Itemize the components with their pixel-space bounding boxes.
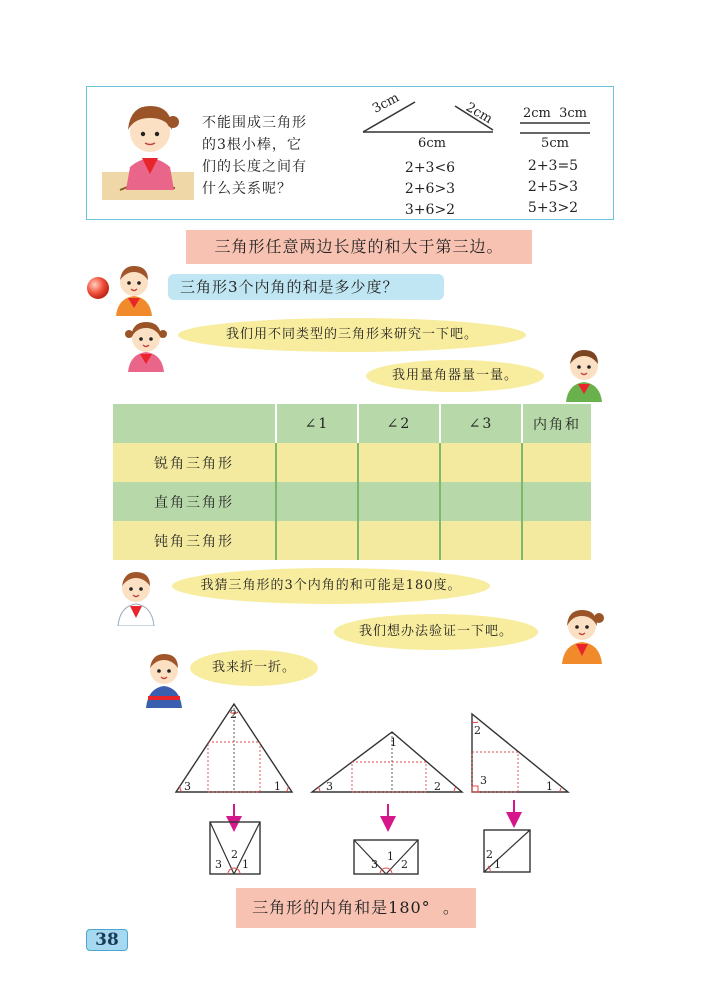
equation-list-right bbox=[518, 156, 588, 219]
girl-with-sticks-illustration bbox=[100, 92, 200, 204]
question-line: 们的长度之间有 bbox=[202, 159, 307, 175]
angle-label: 1 bbox=[242, 858, 249, 871]
speech-bubble: 我猜三角形的3个内角的和可能是180度。 bbox=[172, 568, 490, 604]
angle-table bbox=[113, 404, 593, 560]
intro-question bbox=[202, 112, 342, 200]
equation: 2+5>3 bbox=[527, 179, 579, 195]
table-cell[interactable] bbox=[358, 521, 440, 560]
angle-label: 3 bbox=[215, 858, 222, 871]
equation: 3+6>2 bbox=[404, 202, 456, 218]
table-row-label: 锐角三角形 bbox=[113, 443, 276, 482]
speech-bubble: 我们用不同类型的三角形来研究一下吧。 bbox=[178, 318, 526, 352]
table-header-cell: ∠3 bbox=[440, 404, 522, 443]
table-row-label: 钝角三角形 bbox=[113, 521, 276, 560]
angle-label: 2 bbox=[231, 848, 238, 861]
equation: 2+3=5 bbox=[527, 158, 579, 174]
speech-bubble: 我们想办法验证一下吧。 bbox=[334, 614, 538, 650]
sticks-figure-right bbox=[518, 120, 592, 136]
table-cell[interactable] bbox=[440, 482, 522, 521]
table-header-cell: ∠1 bbox=[276, 404, 358, 443]
boy-illustration-2 bbox=[110, 568, 162, 626]
equation: 2+3<6 bbox=[404, 160, 456, 176]
stick-label-6cm: 6cm bbox=[418, 136, 446, 151]
table-cell[interactable] bbox=[440, 521, 522, 560]
speech-bubble: 我用量角器量一量。 bbox=[366, 360, 544, 392]
question-line: 不能围成三角形 bbox=[202, 115, 307, 131]
table-cell[interactable] bbox=[440, 443, 522, 482]
angle-label: 1 bbox=[494, 858, 501, 871]
angle-label: 1 bbox=[387, 850, 394, 863]
table-cell[interactable] bbox=[358, 443, 440, 482]
equation: 5+3>2 bbox=[527, 200, 579, 216]
equation-list-left bbox=[395, 158, 465, 221]
table-header-cell bbox=[113, 404, 276, 443]
stick-label-2cm: 2cm bbox=[463, 100, 495, 127]
table-cell[interactable] bbox=[522, 521, 592, 560]
question-line: 什么关系呢？ bbox=[202, 181, 292, 197]
girl-illustration bbox=[120, 318, 172, 372]
conclusion-banner-2: 三角形的内角和是180° 。 bbox=[236, 888, 476, 928]
table-header-cell: ∠2 bbox=[358, 404, 440, 443]
table-row bbox=[113, 443, 592, 482]
table-header-cell: 内角和 bbox=[522, 404, 592, 443]
angle-label: 3 bbox=[184, 780, 191, 793]
table-cell[interactable] bbox=[522, 482, 592, 521]
angle-label: 2 bbox=[486, 848, 493, 861]
angle-label: 1 bbox=[274, 780, 281, 793]
page-number: 38 bbox=[86, 929, 128, 951]
table-cell[interactable] bbox=[358, 482, 440, 521]
stick-label-5cm: 5cm bbox=[541, 136, 569, 151]
stick-label-2cm-3cm: 2cm 3cm bbox=[522, 106, 588, 121]
section-marker-ball-icon bbox=[86, 276, 110, 300]
angle-label: 2 bbox=[230, 708, 237, 721]
table-row bbox=[113, 482, 592, 521]
table-header-row bbox=[113, 404, 592, 443]
table-cell[interactable] bbox=[522, 443, 592, 482]
question-line: 的3根小棒，它 bbox=[202, 137, 302, 153]
stick-label-3cm: 3cm bbox=[370, 90, 402, 117]
angle-label: 1 bbox=[390, 736, 397, 749]
angle-label: 3 bbox=[371, 858, 378, 871]
table-cell[interactable] bbox=[276, 521, 358, 560]
equation: 2+6>3 bbox=[404, 181, 456, 197]
angle-label: 1 bbox=[546, 780, 553, 793]
table-row bbox=[113, 521, 592, 560]
table-cell[interactable] bbox=[276, 443, 358, 482]
table-cell[interactable] bbox=[276, 482, 358, 521]
angle-label: 3 bbox=[326, 780, 333, 793]
boy-illustration bbox=[108, 262, 160, 316]
girl-illustration-2 bbox=[556, 606, 608, 664]
boy-green-vest-illustration bbox=[560, 346, 608, 402]
conclusion-banner-1: 三角形任意两边长度的和大于第三边。 bbox=[186, 230, 532, 264]
speech-bubble: 我来折一折。 bbox=[190, 650, 318, 686]
table-row-label: 直角三角形 bbox=[113, 482, 276, 521]
angle-label: 2 bbox=[401, 858, 408, 871]
question-bubble: 三角形3个内角的和是多少度？ bbox=[168, 274, 444, 300]
angle-label: 2 bbox=[434, 780, 441, 793]
angle-label: 2 bbox=[474, 724, 481, 737]
angle-label: 3 bbox=[480, 774, 487, 787]
